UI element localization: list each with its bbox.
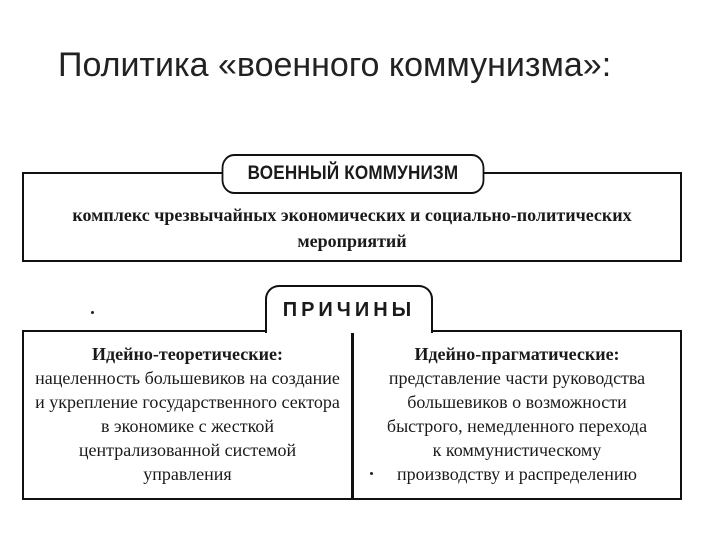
cause-theoretical <box>24 342 351 486</box>
scan-dot <box>91 311 94 314</box>
slide-title: Политика «военного коммунизма»: <box>58 46 612 84</box>
cause-theoretical-line: нацеленность большевиков на создание <box>35 368 340 388</box>
cause-theoretical-line: управления <box>143 464 232 484</box>
definition-header: ВОЕННЫЙ КОММУНИЗМ <box>222 154 485 194</box>
definition-line: комплекс чрезвычайных экономических и социально-политических <box>72 205 632 225</box>
cause-pragmatic-line: быстрого, немедленного перехода <box>386 416 648 436</box>
causes-header: ПРИЧИНЫ <box>265 285 433 333</box>
cause-pragmatic-line: большевиков о возможности <box>407 392 627 412</box>
definition-text <box>22 202 682 254</box>
cause-pragmatic-line: производству и распределению <box>397 464 637 484</box>
cause-theoretical-line: в экономике с жесткой <box>100 416 275 436</box>
cause-pragmatic-line: представление части руководства <box>388 368 646 388</box>
cause-pragmatic <box>354 342 680 486</box>
definition-line: мероприятий <box>297 231 407 251</box>
cause-theoretical-line: централизованной системой <box>78 440 297 460</box>
cause-theoretical-heading: Идейно-теоретические: <box>92 344 283 364</box>
scan-dot <box>370 472 373 475</box>
cause-theoretical-line: и укрепление государственного сектора <box>35 392 340 412</box>
cause-pragmatic-heading: Идейно-прагматические: <box>414 344 620 364</box>
cause-pragmatic-line: к коммунистическому <box>432 440 602 460</box>
